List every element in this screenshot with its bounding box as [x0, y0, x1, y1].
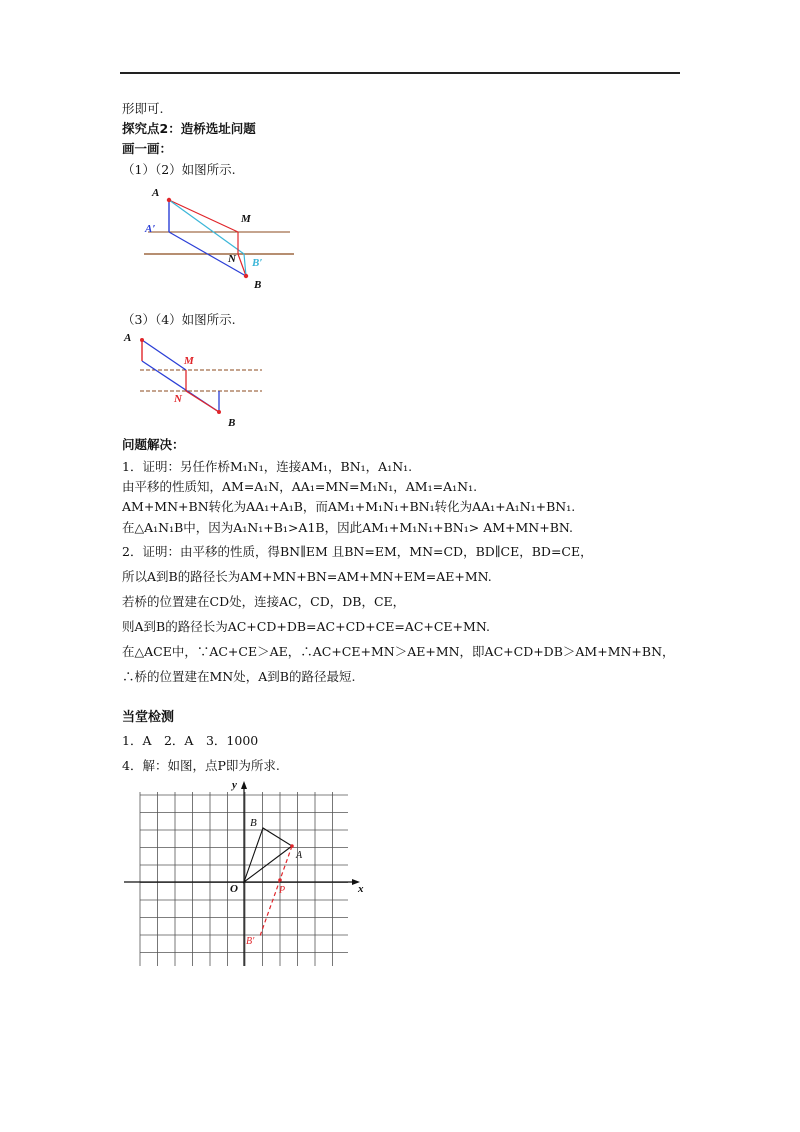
proof-2-line-1: 2．证明：由平移的性质，得BN∥EM 且BN=EM，MN=CD，BD∥CE，BD=CE，: [122, 544, 593, 559]
label-O: O: [230, 883, 238, 895]
label-M: M: [241, 213, 251, 225]
proof-2-line-5: 在△ACE中，∵AC+CE＞AE，∴AC+CE+MN＞AE+MN，即AC+CD+DB＞AM+MN+BN，: [122, 644, 675, 659]
proof-1-line-2: 由平移的性质知，AM=A₁N，AA₁=MN=M₁N₁，AM₁=A₁N₁.: [122, 479, 478, 494]
header-rule: [120, 72, 680, 74]
label-A: A: [296, 850, 303, 861]
segment-NB: [186, 391, 219, 412]
label-B-prime: B′: [252, 257, 263, 269]
proof-2-line-3: 若桥的位置建在CD处，连接AC，CD，DB，CE，: [122, 594, 406, 609]
label-x: x: [358, 883, 364, 895]
label-B-prime: B′: [246, 936, 255, 947]
segment-AB-prime: [169, 200, 244, 254]
point-P: [278, 878, 282, 882]
label-A-prime: A′: [145, 223, 156, 235]
text-line-1: 形即可.: [122, 101, 164, 116]
point-A: [167, 198, 171, 202]
label-B: B: [228, 417, 236, 429]
section-heading-check: 当堂检测: [122, 710, 175, 725]
label-P: P: [279, 885, 286, 896]
label-N: N: [174, 393, 182, 405]
coordinate-grid-figure: [120, 776, 370, 971]
label-A: A: [152, 187, 160, 199]
label-A: A: [124, 332, 132, 344]
subheading-draw: 画一画：: [122, 141, 173, 156]
solution-line: 4．解：如图，点P即为所求.: [122, 758, 280, 773]
proof-2-line-2: 所以A到B的路径长为AM+MN+BN=AM+MN+EM=AE+MN.: [122, 569, 492, 584]
segment-AM: [169, 200, 238, 232]
proof-2-line-4: 则A到B的路径长为AC+CD+DB=AC+CD+CE=AC+CE+MN.: [122, 619, 490, 634]
point-B: [244, 274, 248, 278]
segment-A-B-prime: [260, 846, 292, 936]
proof-1-line-1: 1．证明：另任作桥M₁N₁，连接AM₁，BN₁，A₁N₁.: [122, 459, 413, 474]
bridge-figure-2: [120, 330, 270, 430]
label-M: M: [184, 355, 194, 367]
point-A: [140, 338, 144, 342]
point-B: [217, 410, 221, 414]
label-B: B: [254, 279, 262, 291]
text-fig34: （3）（4）如图所示.: [122, 312, 236, 327]
label-y: y: [232, 779, 237, 791]
text-fig12: （1）（2）如图所示.: [122, 162, 236, 177]
subheading-solve: 问题解决：: [122, 437, 185, 452]
bridge-figure-1: [140, 182, 300, 294]
point-A: [290, 844, 294, 848]
section-heading-bridge: 探究点2：造桥选址问题: [122, 121, 256, 136]
y-axis-arrow: [241, 781, 247, 789]
answers-line: 1．A 2．A 3．1000: [122, 733, 259, 748]
label-B: B: [250, 817, 257, 829]
proof-2-line-6: ∴桥的位置建在MN处，A到B的路径最短.: [122, 669, 356, 684]
label-N: N: [228, 253, 236, 265]
proof-1-line-3: AM+MN+BN转化为AA₁+A₁B，而AM₁+M₁N₁+BN₁转化为AA₁+A₁N₁+BN₁.: [122, 499, 576, 514]
proof-1-line-4: 在△A₁N₁B中，因为A₁N₁+B₁>A1B，因此AM₁+M₁N₁+BN₁> AM+MN+BN.: [122, 520, 574, 535]
triangle-OBA: [244, 828, 292, 882]
